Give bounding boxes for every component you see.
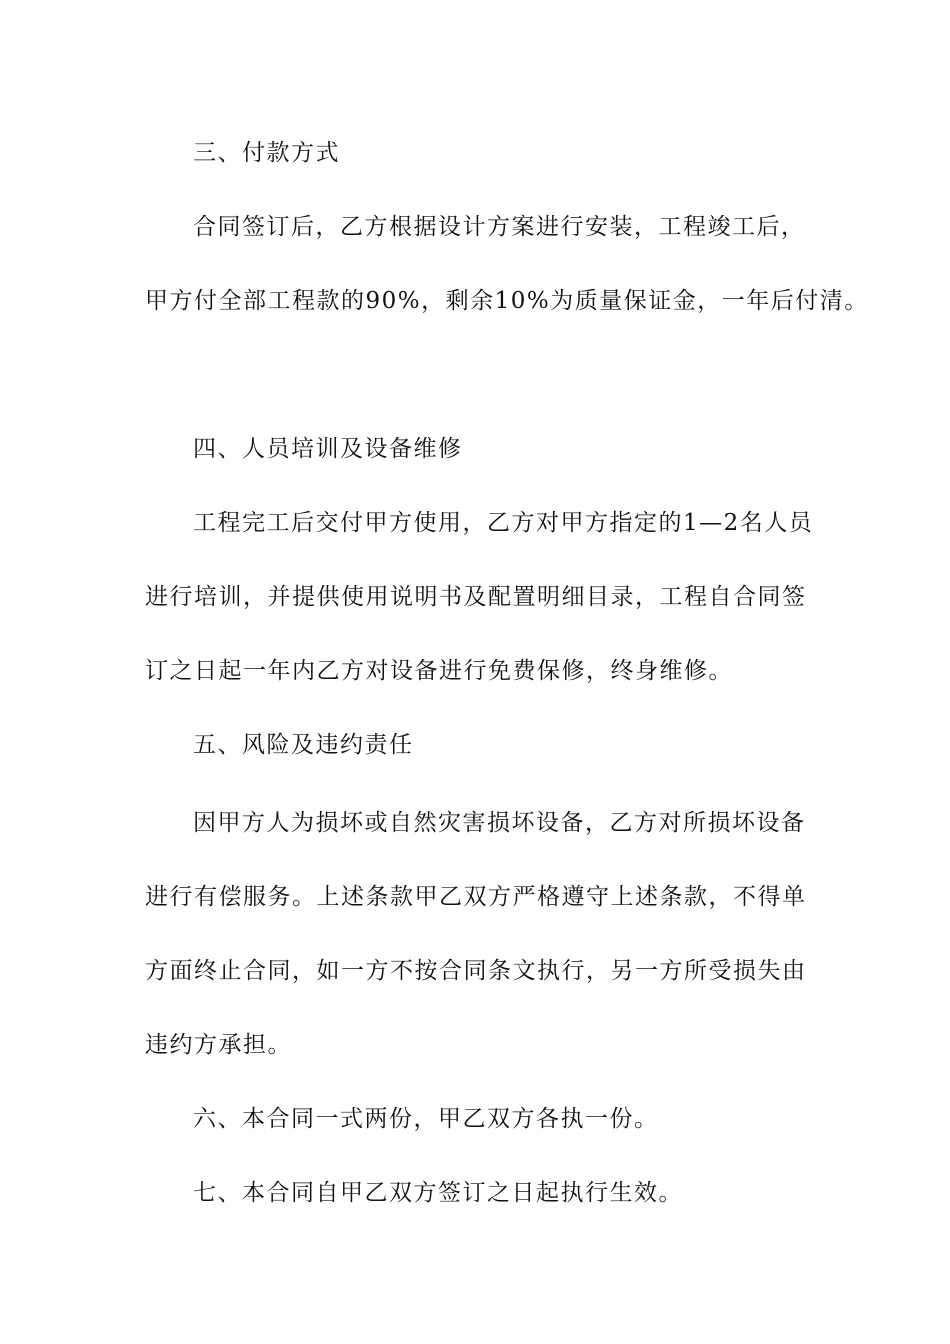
section-4-line-2: 进行培训，并提供使用说明书及配置明细目录，工程自合同签 xyxy=(145,584,807,610)
clause-6: 六、本合同一式两份，甲乙双方各执一份。 xyxy=(193,1106,659,1132)
section-3-line-1: 合同签订后，乙方根据设计方案进行安装，工程竣工后， xyxy=(193,214,806,240)
section-5-line-2: 进行有偿服务。上述条款甲乙双方严格遵守上述条款，不得单 xyxy=(145,884,807,910)
section-5-line-4: 违约方承担。 xyxy=(145,1032,292,1058)
section-4-heading: 四、人员培训及设备维修 xyxy=(193,436,463,462)
section-5-line-1: 因甲方人为损坏或自然灾害损坏设备，乙方对所损坏设备 xyxy=(193,810,806,836)
section-3-heading: 三、付款方式 xyxy=(193,140,340,166)
section-3-line-2: 甲方付全部工程款的90%，剩余10%为质量保证金，一年后付清。 xyxy=(145,288,869,314)
section-4-line-1: 工程完工后交付甲方使用，乙方对甲方指定的1—2名人员 xyxy=(193,510,814,536)
section-4-line-3: 订之日起一年内乙方对设备进行免费保修，终身维修。 xyxy=(145,658,733,684)
clause-7: 七、本合同自甲乙双方签订之日起执行生效。 xyxy=(193,1180,683,1206)
section-5-line-3: 方面终止合同，如一方不按合同条文执行，另一方所受损失由 xyxy=(145,958,807,984)
section-5-heading: 五、风险及违约责任 xyxy=(193,732,414,758)
